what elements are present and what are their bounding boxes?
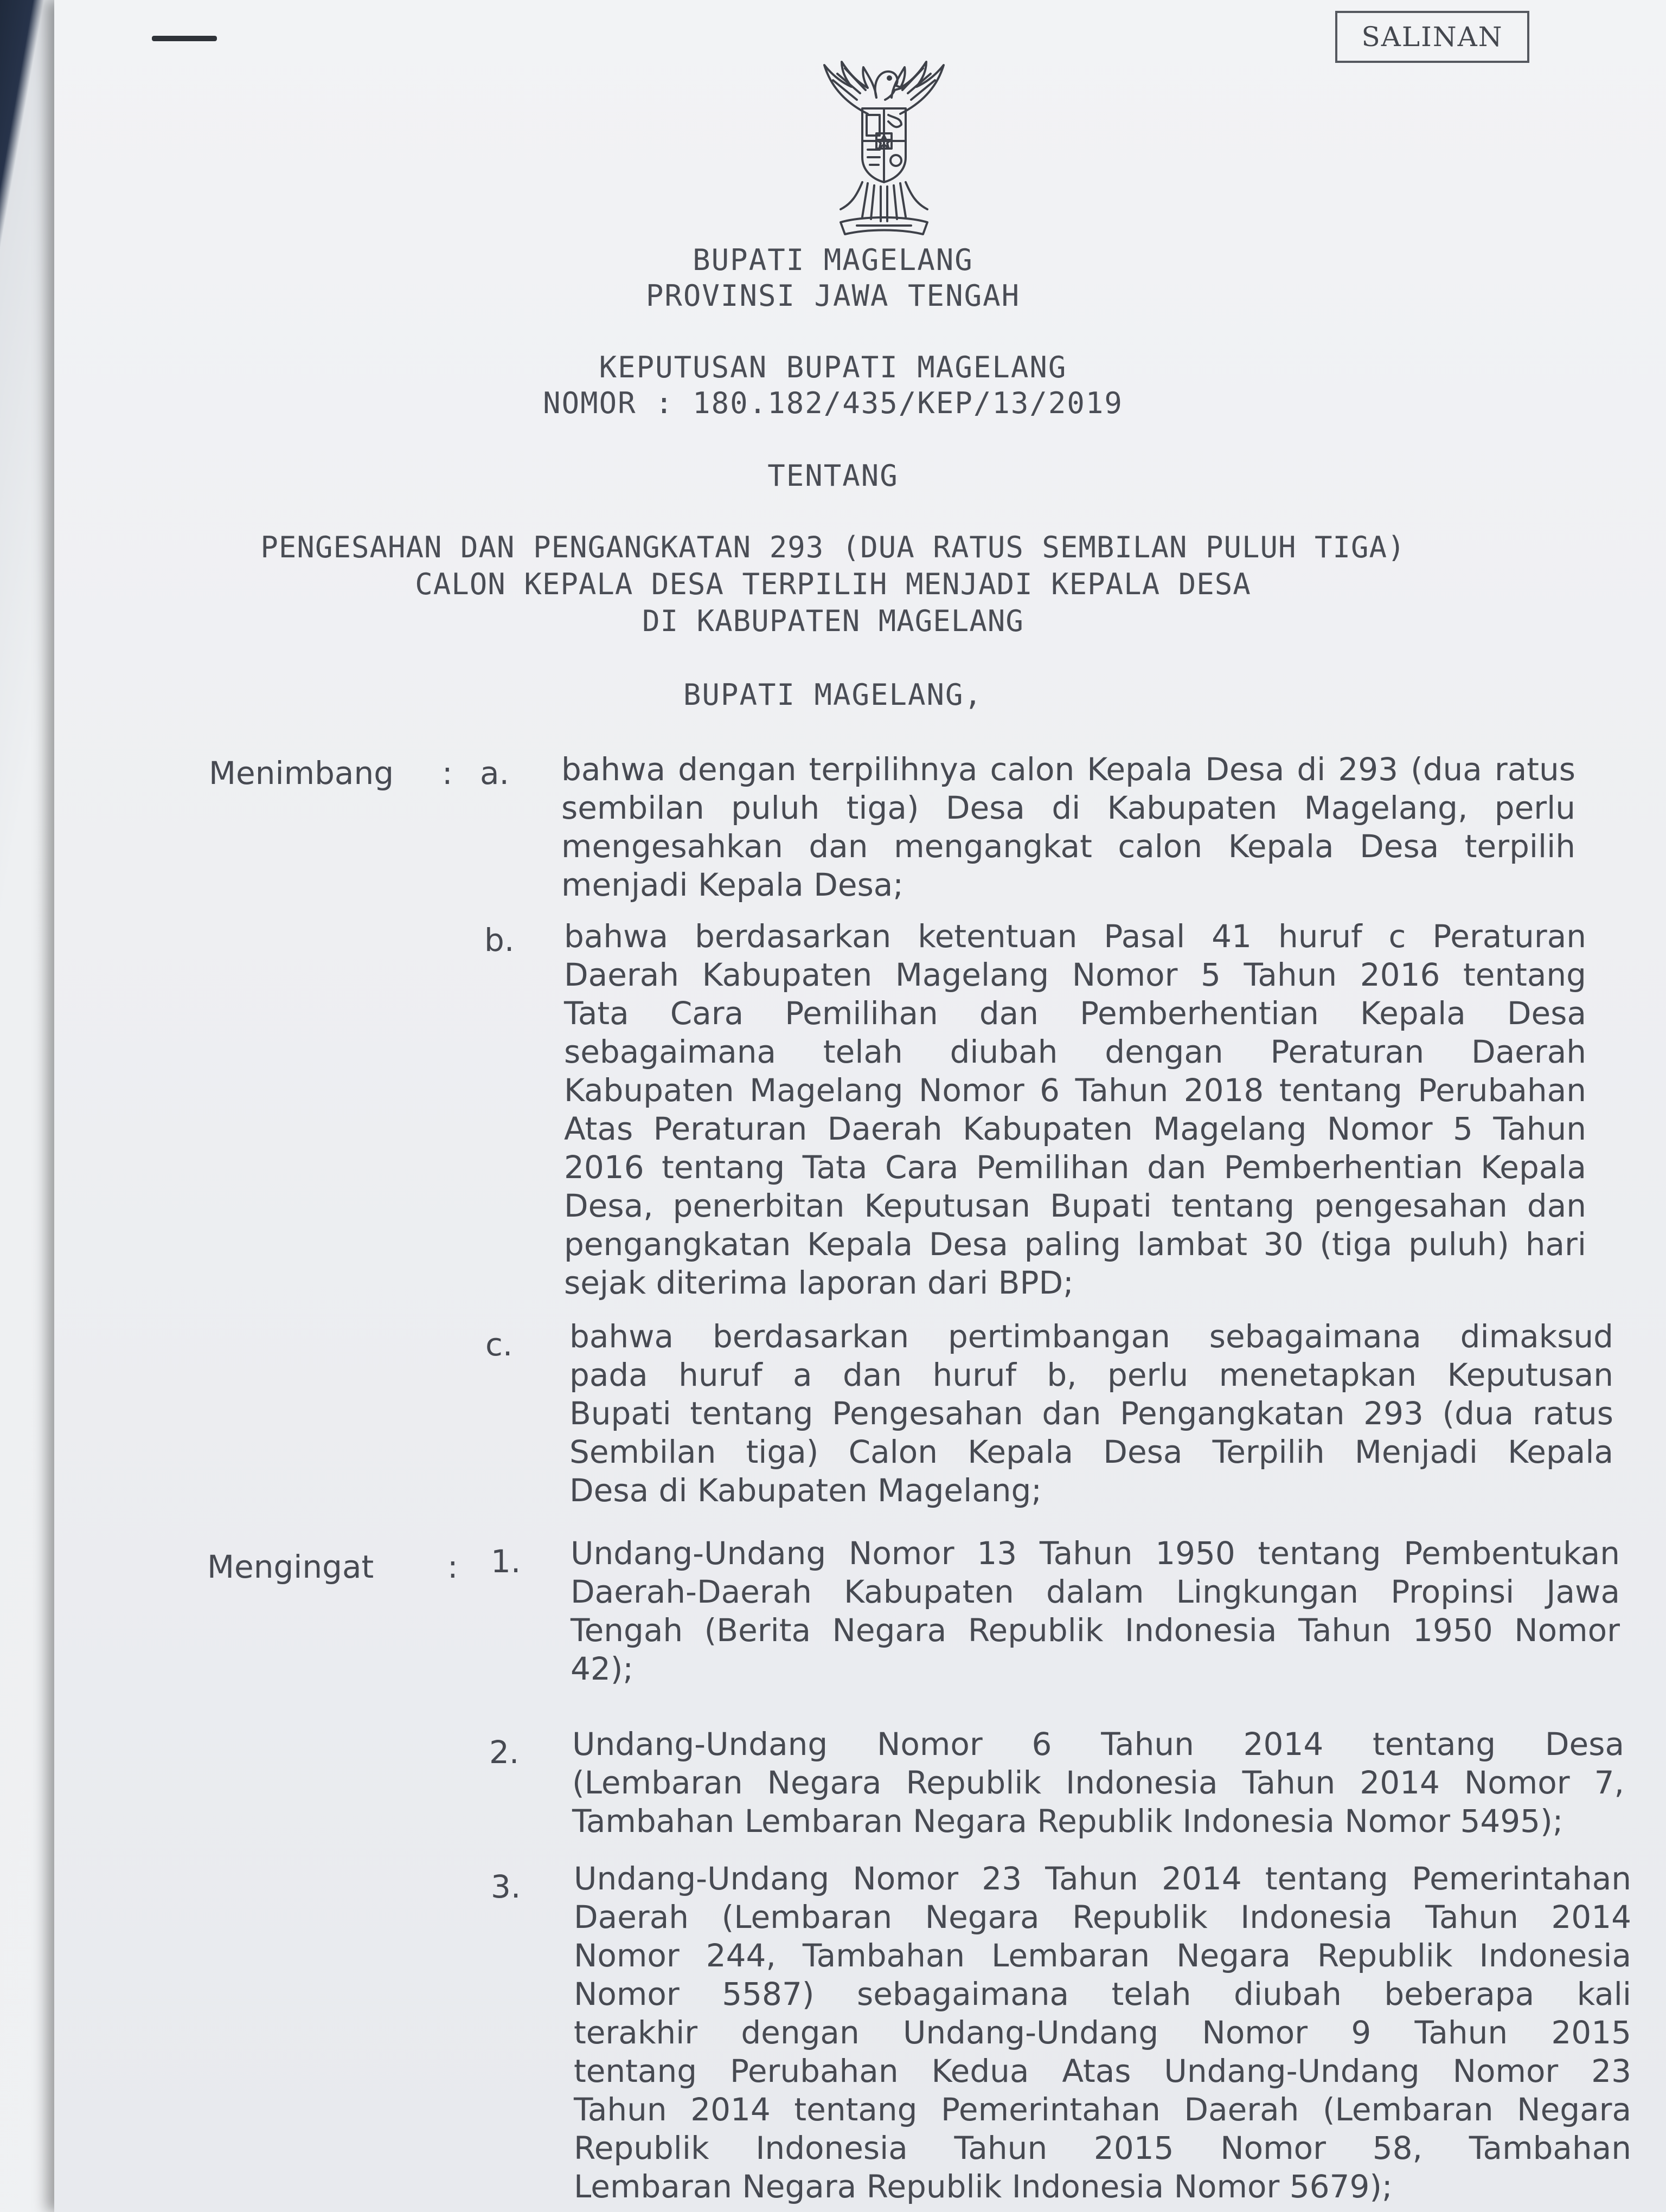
- decree-number: NOMOR : 180.182/435/KEP/13/2019: [543, 386, 1123, 420]
- text-line: Tahun 2014 tentang Pemerintahan Daerah (Lembaran Negara: [574, 2091, 1631, 2128]
- text-line: Undang-Undang Nomor 13 Tahun 1950 tentang Pembentukan: [571, 1535, 1620, 1572]
- text-line: pengangkatan Kepala Desa paling lambat 30 (tiga puluh) hari: [564, 1226, 1586, 1263]
- text-line: Tambahan Lembaran Negara Republik Indonesia Nomor 5495);: [572, 1803, 1564, 1840]
- garuda-emblem-icon: [781, 54, 987, 244]
- text-line: Kabupaten Magelang Nomor 6 Tahun 2018 tentang Perubahan: [564, 1072, 1586, 1109]
- about-heading: TENTANG: [767, 459, 899, 493]
- subject-line-3: DI KABUPATEN MAGELANG: [642, 604, 1024, 638]
- text-line: 2016 tentang Tata Cara Pemilihan dan Pemberhentian Kepala: [564, 1149, 1586, 1186]
- text-line: Bupati tentang Pengesahan dan Pengangkatan 293 (dua ratus: [569, 1395, 1613, 1432]
- text-line: menjadi Kepala Desa;: [561, 866, 904, 903]
- text-line: Atas Peraturan Daerah Kabupaten Magelang Nomor 5 Tahun: [564, 1110, 1586, 1147]
- text-line: Tata Cara Pemilihan dan Pemberhentian Kepala Desa: [564, 995, 1586, 1032]
- text-line: Lembaran Negara Republik Indonesia Nomor 5679);: [574, 2168, 1393, 2205]
- text-line: Daerah Kabupaten Magelang Nomor 5 Tahun 2016 tentang: [564, 956, 1586, 993]
- text-line: sembilan puluh tiga) Desa di Kabupaten Magelang, perlu: [561, 789, 1575, 826]
- text-line: Daerah-Daerah Kabupaten dalam Lingkungan Propinsi Jawa: [571, 1573, 1620, 1610]
- menimbang-item-a: [561, 750, 1575, 904]
- salinan-stamp: SALINAN: [1335, 11, 1529, 63]
- text-line: mengesahkan dan mengangkat calon Kepala Desa terpilih: [561, 828, 1575, 865]
- menimbang-marker-b: b.: [484, 922, 515, 959]
- mengingat-marker-1: 1.: [491, 1543, 521, 1580]
- menimbang-label: Menimbang: [209, 755, 394, 792]
- text-line: Desa di Kabupaten Magelang;: [569, 1472, 1042, 1509]
- text-line: bahwa berdasarkan ketentuan Pasal 41 huruf c Peraturan: [564, 918, 1586, 955]
- menimbang-marker-a: a.: [480, 755, 509, 792]
- text-line: Republik Indonesia Tahun 2015 Nomor 58, Tambahan: [574, 2130, 1631, 2166]
- regent-heading: BUPATI MAGELANG: [693, 243, 973, 277]
- text-line: Daerah (Lembaran Negara Republik Indonesia Tahun 2014: [574, 1899, 1631, 1935]
- mengingat-colon: :: [447, 1548, 458, 1585]
- text-line: pada huruf a dan huruf b, perlu menetapkan Keputusan: [569, 1356, 1613, 1393]
- menimbang-colon: :: [442, 755, 453, 792]
- text-line: Nomor 5587) sebagaimana telah diubah beberapa kali: [574, 1976, 1631, 2012]
- menimbang-item-b: [564, 917, 1586, 1302]
- text-line: 42);: [571, 1650, 633, 1687]
- text-line: sebagaimana telah diubah dengan Peraturan Daerah: [564, 1033, 1586, 1070]
- text-line: bahwa berdasarkan pertimbangan sebagaimana dimaksud: [569, 1318, 1613, 1355]
- text-line: sejak diterima laporan dari BPD;: [564, 1264, 1074, 1301]
- text-line: Undang-Undang Nomor 23 Tahun 2014 tentang Pemerintahan: [574, 1860, 1631, 1897]
- decree-title: KEPUTUSAN BUPATI MAGELANG: [599, 350, 1067, 384]
- mengingat-marker-2: 2.: [489, 1734, 520, 1771]
- text-line: tentang Perubahan Kedua Atas Undang-Undang Nomor 23: [574, 2053, 1631, 2089]
- text-line: Sembilan tiga) Calon Kepala Desa Terpilih Menjadi Kepala: [569, 1433, 1613, 1470]
- text-line: Undang-Undang Nomor 6 Tahun 2014 tentang Desa: [572, 1726, 1624, 1763]
- text-line: Desa, penerbitan Keputusan Bupati tentang pengesahan dan: [564, 1187, 1586, 1224]
- text-line: terakhir dengan Undang-Undang Nomor 9 Tahun 2015: [574, 2014, 1631, 2051]
- mengingat-item-3: [574, 1860, 1631, 2206]
- menimbang-marker-c: c.: [485, 1326, 513, 1363]
- text-line: (Lembaran Negara Republik Indonesia Tahun 2014 Nomor 7,: [572, 1764, 1624, 1801]
- mengingat-item-1: [571, 1534, 1620, 1688]
- subject-line-2: CALON KEPALA DESA TERPILIH MENJADI KEPALA DESA: [415, 567, 1251, 601]
- issuer-heading: BUPATI MAGELANG,: [683, 678, 983, 712]
- mengingat-marker-3: 3.: [491, 1868, 521, 1905]
- province-heading: PROVINSI JAWA TENGAH: [645, 279, 1021, 313]
- pen-mark: [152, 36, 217, 41]
- text-line: bahwa dengan terpilihnya calon Kepala Desa di 293 (dua ratus: [561, 751, 1575, 788]
- mengingat-label: Mengingat: [207, 1548, 374, 1585]
- mengingat-item-2: [572, 1725, 1624, 1841]
- text-line: Tengah (Berita Negara Republik Indonesia Tahun 1950 Nomor: [571, 1612, 1620, 1649]
- subject-line-1: PENGESAHAN DAN PENGANGKATAN 293 (DUA RATUS SEMBILAN PULUH TIGA): [260, 530, 1406, 564]
- menimbang-item-c: [569, 1317, 1613, 1510]
- text-line: Nomor 244, Tambahan Lembaran Negara Republik Indonesia: [574, 1937, 1631, 1974]
